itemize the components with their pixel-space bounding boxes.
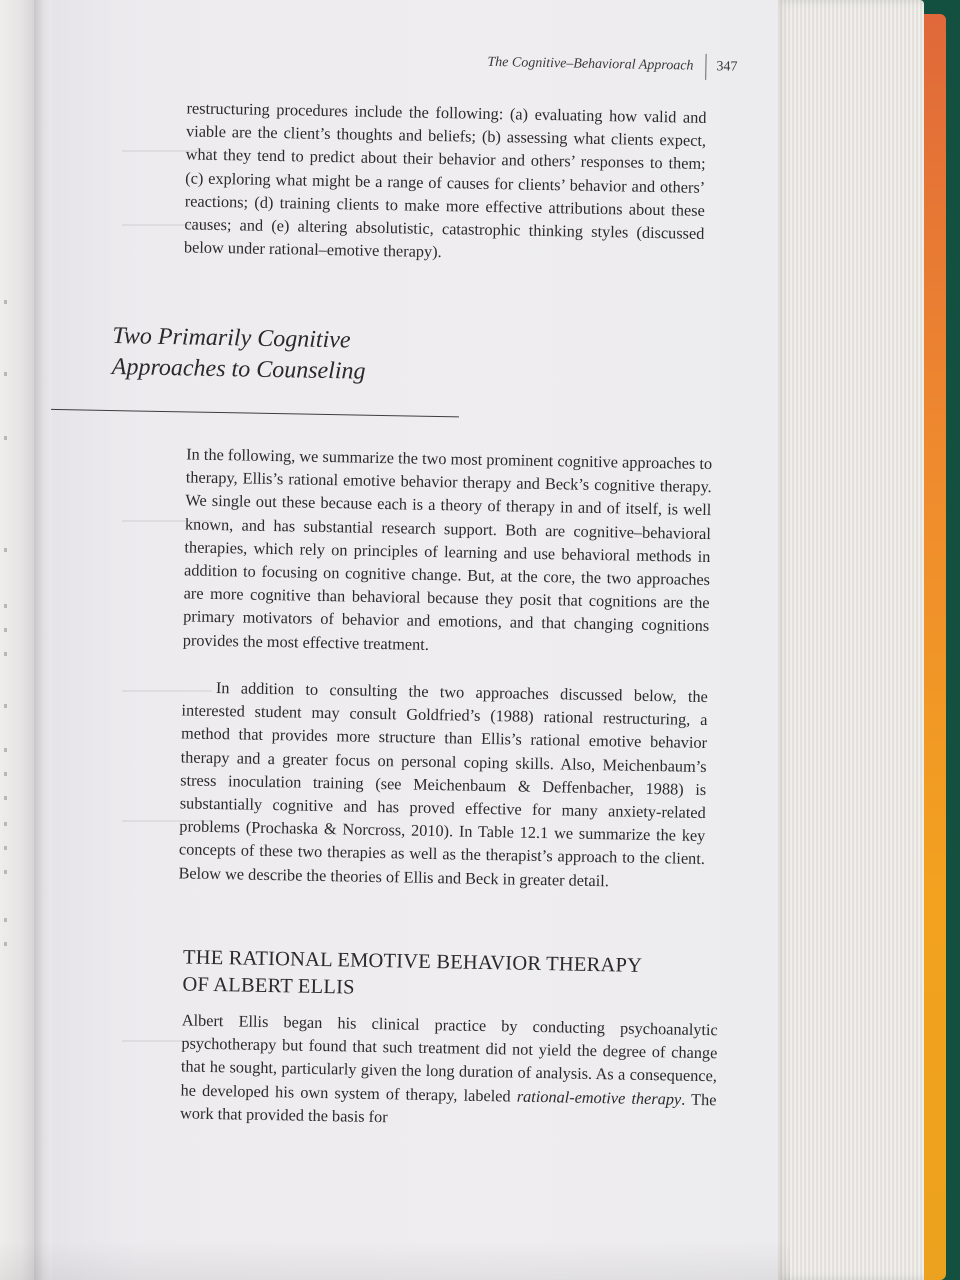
body-paragraph-1: In the following, we summarize the two most prominent cognitive approaches to therapy, Ellis’s rational emotive behavior therapy and Beck’s cognitive therapy. We single out these because each is a theory of therapy in and of itself, is well known, and has substantial research support. Both are cognitive–behavioral therapies, which rely on principles of learning and use behavioral methods in addition to focusing on cognitive change. But, at the core, the two approaches are more cognitive than behavioral because they posit that cognitions are the primary motivators of behavior and emotions, and that changing cognitions provides the most effective treatment. bbox=[182, 444, 713, 654]
section-rule bbox=[51, 409, 459, 417]
paragraph-text: . The work that provided the basis for bbox=[179, 1089, 717, 1127]
left-page-mark bbox=[4, 652, 7, 656]
section-title-line-2: Approaches to Counseling bbox=[111, 354, 366, 385]
page-bottom-shadow bbox=[0, 1240, 790, 1280]
left-page-mark bbox=[4, 942, 7, 946]
running-head-divider bbox=[705, 54, 706, 80]
left-page-mark bbox=[4, 372, 7, 376]
subsection-heading-line-2: OF ALBERT ELLIS bbox=[182, 973, 355, 999]
left-page-mark bbox=[4, 548, 7, 552]
page-content bbox=[37, 28, 758, 1171]
body-paragraph-2: In addition to consulting the two approaches discussed below, the interested student may consult Goldfried’s (1988) rational restructuring, a method that provides more structure than Ellis’s rational emotive behavior therapy and a greater focus on personal coping skills. Also, Meichenbaum’s stress inoculation training (see Meichenbaum & Deffenbacher, 1988) is substantially cognitive and has proved effective for many anxiety-related problems (Prochaska & Norcross, 2010). In Table 12.1 we summarize the key concepts of these two therapies as well as the therapist’s approach to the client. Below we describe the theories of Ellis and Beck in greater detail. bbox=[178, 678, 709, 890]
page-stack-edge bbox=[774, 0, 924, 1280]
left-page-mark bbox=[4, 846, 7, 850]
body-paragraph-3 bbox=[180, 1008, 718, 1134]
subsection-heading bbox=[182, 944, 703, 1008]
left-page-mark bbox=[4, 436, 7, 440]
left-page-mark bbox=[4, 300, 7, 304]
left-page-edge bbox=[0, 0, 36, 1280]
running-head-title: The Cognitive–Behavioral Approach bbox=[487, 55, 694, 74]
left-page-mark bbox=[4, 822, 7, 826]
left-page-mark bbox=[4, 704, 7, 708]
left-page-mark bbox=[4, 796, 7, 800]
subsection-heading-line-1: THE RATIONAL EMOTIVE BEHAVIOR THERAPY bbox=[182, 946, 643, 977]
left-page-mark bbox=[4, 870, 7, 874]
section-title-line-1: Two Primarily Cognitive bbox=[112, 323, 351, 354]
section-title bbox=[112, 321, 443, 389]
left-page-mark bbox=[4, 772, 7, 776]
left-page-mark bbox=[4, 628, 7, 632]
italic-term: rational-emotive therapy bbox=[516, 1086, 682, 1109]
left-page-mark bbox=[4, 604, 7, 608]
left-page-mark bbox=[4, 918, 7, 922]
page-number: 347 bbox=[716, 59, 738, 75]
left-page-mark bbox=[4, 748, 7, 752]
paragraph-text: Albert Ellis began his clinical practice by conducting psychoanalytic psychotherapy but found that such treatment did not yield the degree of change that he sought, particularly given the long duration of analysis. As a consequence, he developed his own system of therapy, labeled bbox=[180, 1010, 718, 1106]
running-head bbox=[487, 50, 757, 81]
continued-paragraph: restructuring procedures include the following: (a) evaluating how valid and viable are the client’s thoughts and beliefs; (b) assessing what clients expect, what they tend to predict about their behavior and others’ responses to them; (c) exploring what might be a range of causes for clients’ behavior and others’ reactions; (d) training clients to make more effective attributions about these causes; and (e) altering absolutistic, catastrophic thinking styles (discussed below under rational–emotive therapy). bbox=[183, 98, 707, 262]
